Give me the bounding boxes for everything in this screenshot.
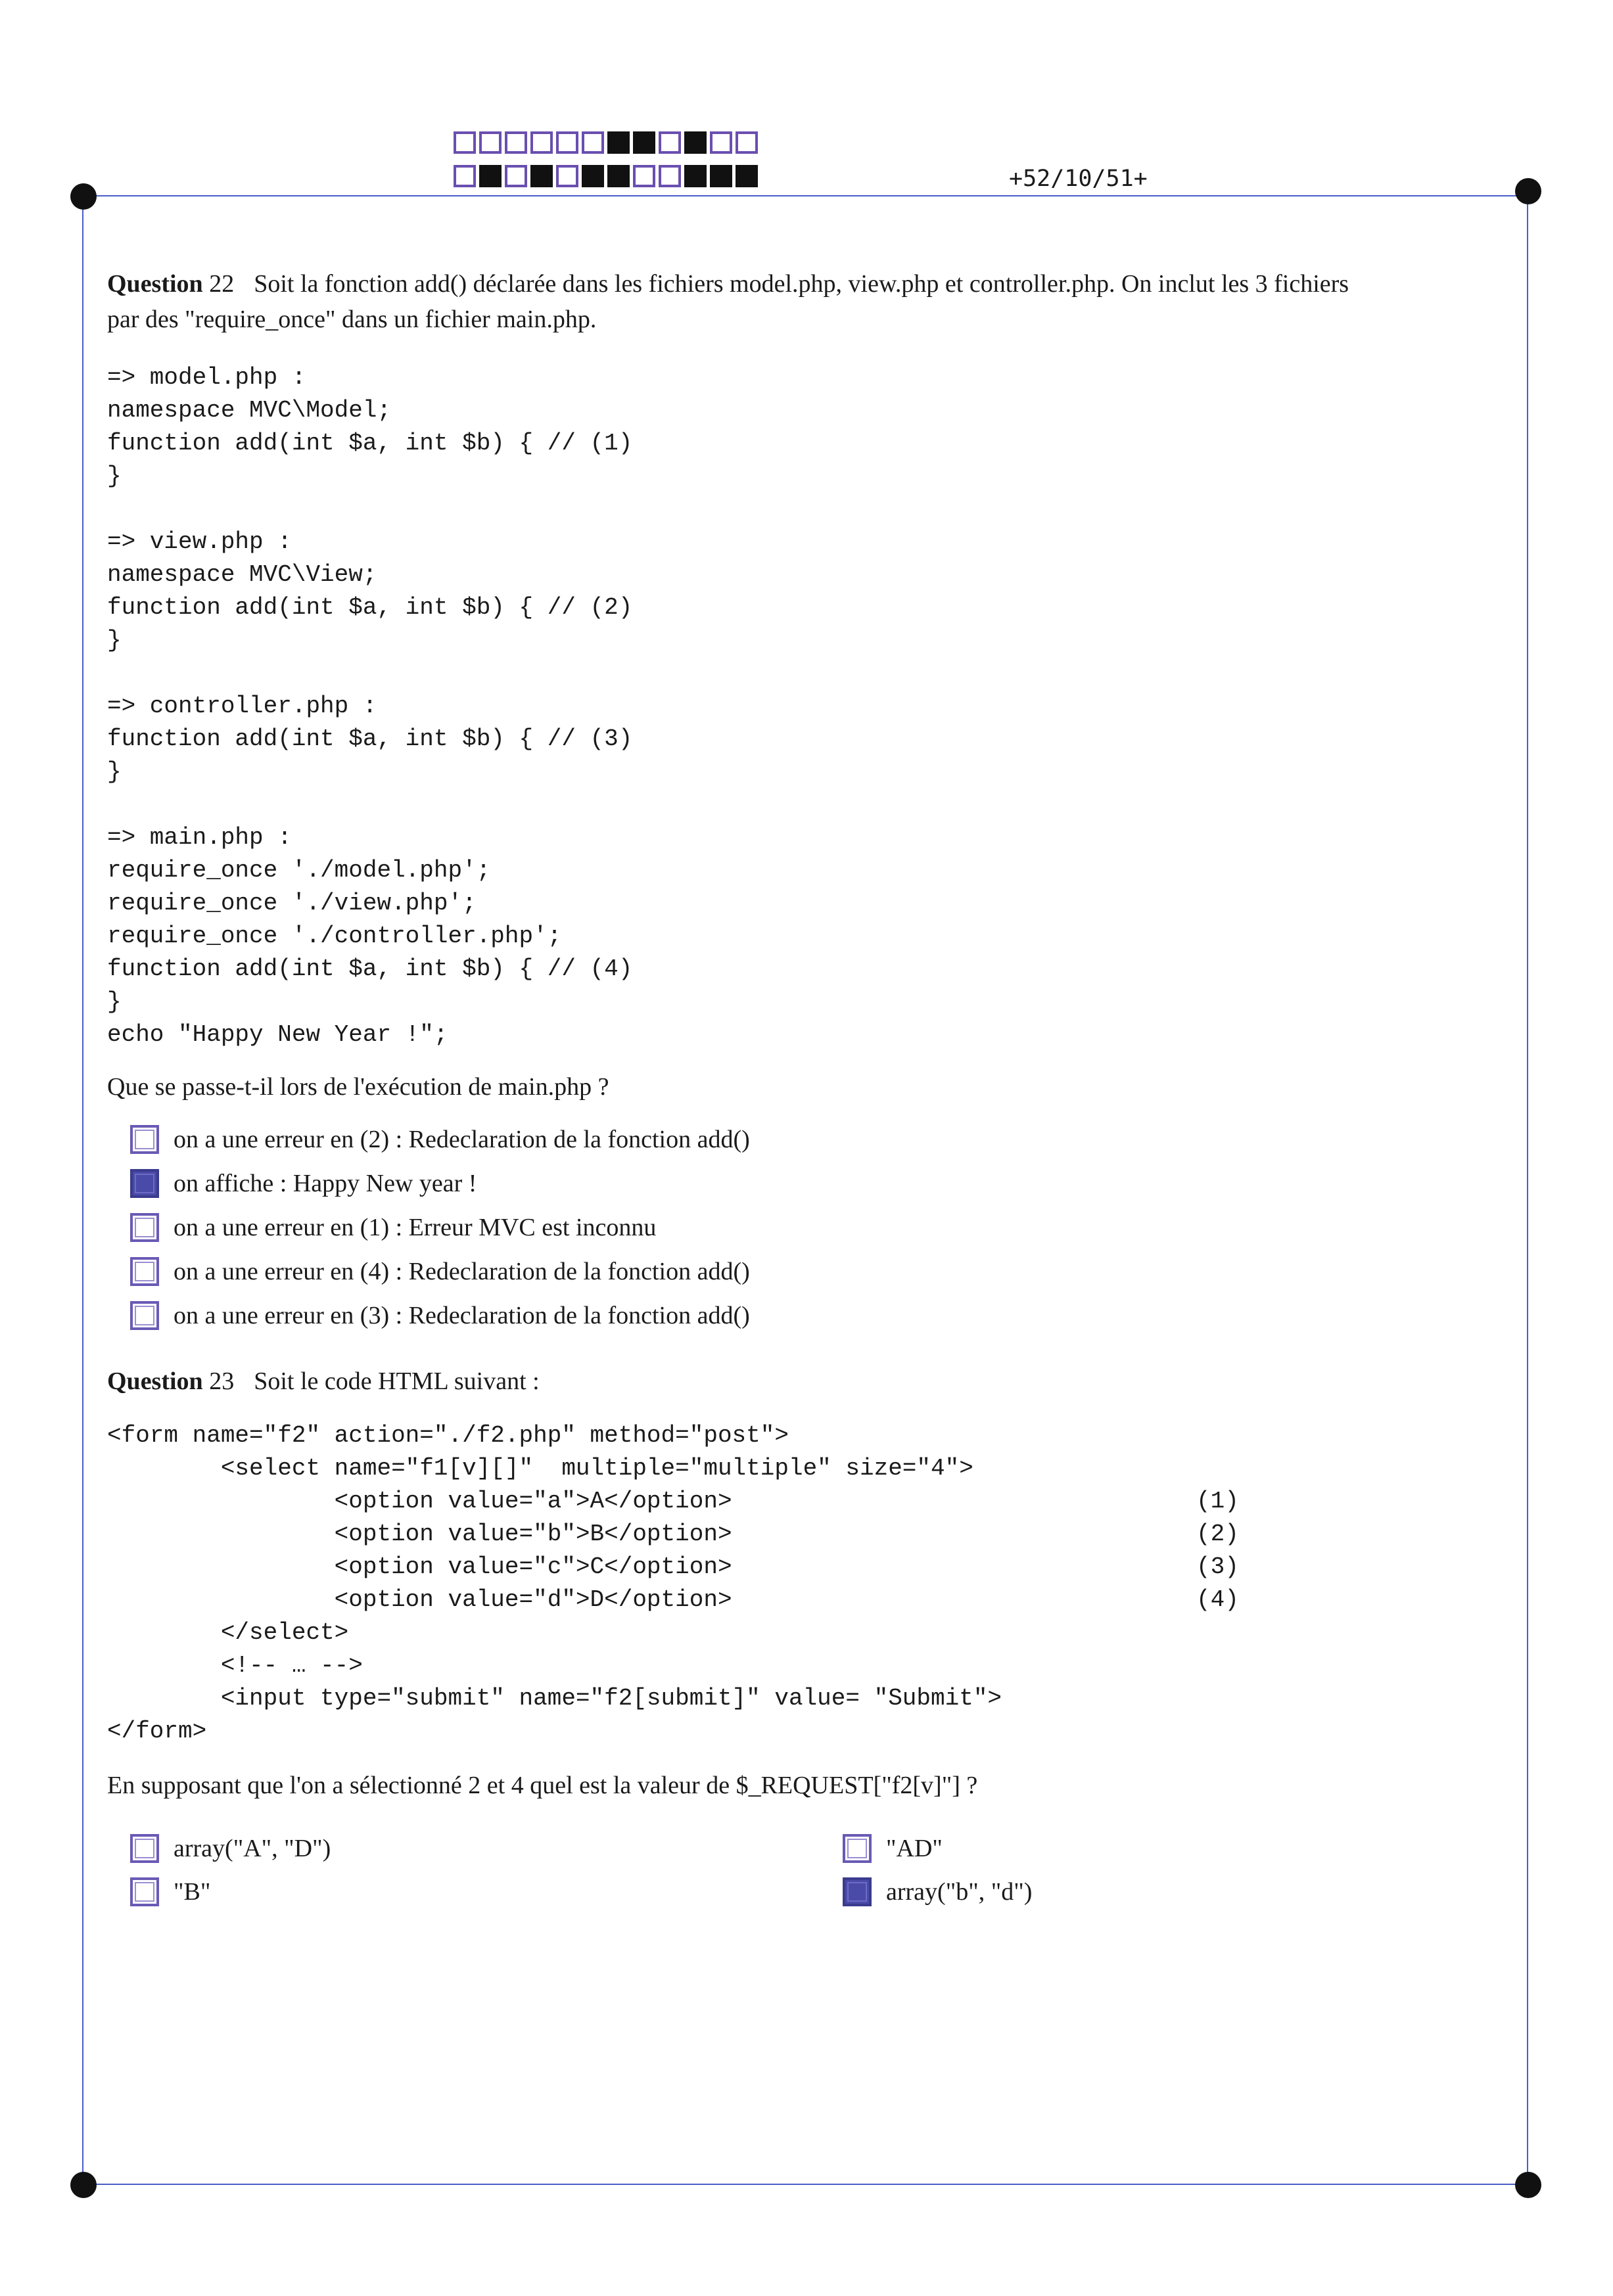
checkbox[interactable] <box>130 1213 159 1242</box>
id-grid-cell <box>556 131 578 154</box>
question-23-line1: Soit le code HTML suivant : <box>254 1367 540 1395</box>
checkbox[interactable] <box>130 1257 159 1286</box>
id-grid-cell <box>633 131 655 154</box>
corner-marker-top-left <box>70 183 97 210</box>
corner-marker-top-right <box>1515 178 1541 204</box>
answer-text: array("b", "d") <box>886 1878 1033 1906</box>
id-grid-cell <box>454 165 476 187</box>
q22-answer-5[interactable] <box>130 1301 750 1330</box>
corner-marker-bottom-left <box>70 2172 97 2198</box>
question-label: Question 23 <box>107 1367 235 1395</box>
answer-text: on a une erreur en (1) : Erreur MVC est inconnu <box>174 1214 657 1241</box>
id-grid-cell <box>530 131 553 154</box>
id-grid-cell <box>736 165 758 187</box>
id-grid-cell <box>479 165 502 187</box>
id-grid-cell <box>530 165 553 187</box>
answer-text: "AD" <box>886 1835 943 1862</box>
id-grid-cell <box>633 165 655 187</box>
line-number-4: (4) <box>1196 1586 1239 1613</box>
id-grid-cell <box>582 131 604 154</box>
question-22-code: => model.php : namespace MVC\Model; function add(int $a, int $b) { // (1) } => view.php : namespace MVC\View; function add(int $a, int $b) { // (2) } => controller.php : function add(int $a, int $b) { // (3) } => main.php : require_once './model.php'; require_once './view.php'; require_once './controller.php'; function add(int $a, int $b) { // (4) } echo "Happy New Year !"; <box>107 364 633 1048</box>
line-number-3: (3) <box>1196 1553 1239 1580</box>
id-grid-cell <box>684 165 707 187</box>
q22-answer-3[interactable] <box>130 1213 656 1242</box>
question-22-prompt: Que se passe-t-il lors de l'exécution de main.php ? <box>107 1073 609 1101</box>
q23-answer-1[interactable] <box>130 1834 331 1863</box>
question-23-code: <form name="f2" action="./f2.php" method="post"> <select name="f1[v][]" multiple="multiple" size="4"> <option value="a">A</option> <option value="b">B</option> <option value="c">C</option> <option value="d">D</option> </select> <!-- … --> <input type="submit" name="f2[submit]" value= "Submit"> </form> <box>107 1422 1002 1745</box>
q22-answer-1[interactable] <box>130 1125 750 1154</box>
checkbox[interactable] <box>130 1125 159 1154</box>
frame-left-line <box>82 195 83 2185</box>
id-grid-cell <box>710 131 732 154</box>
frame-top-line <box>82 195 1528 196</box>
id-grid-cell <box>607 165 630 187</box>
id-grid-cell <box>659 131 681 154</box>
question-23-text <box>107 1364 1507 1399</box>
answer-text: "B" <box>174 1878 211 1906</box>
question-23-prompt: En supposant que l'on a sélectionné 2 et 4 quel est la valeur de $_REQUEST["f2[v]"] ? <box>107 1772 978 1799</box>
question-22-text <box>107 266 1507 337</box>
frame-bottom-line <box>82 2184 1528 2185</box>
id-grid-cell <box>710 165 732 187</box>
q23-answer-2[interactable] <box>843 1834 943 1863</box>
q22-answer-2[interactable] <box>130 1169 477 1198</box>
question-22-line1: Soit la fonction add() déclarée dans les fichiers model.php, view.php et controller.php. On inclut les 3 fichiers <box>254 270 1349 298</box>
checkbox[interactable] <box>130 1301 159 1330</box>
answer-text: on a une erreur en (4) : Redeclaration de la fonction add() <box>174 1258 750 1285</box>
q23-answer-4[interactable] <box>843 1877 1032 1906</box>
checkbox[interactable] <box>843 1877 872 1906</box>
q22-answer-4[interactable] <box>130 1257 750 1286</box>
checkbox[interactable] <box>843 1834 872 1863</box>
checkbox[interactable] <box>130 1877 159 1906</box>
answer-text: on affiche : Happy New year ! <box>174 1170 477 1197</box>
page-code: +52/10/51+ <box>1009 166 1148 192</box>
q23-answer-3[interactable] <box>130 1877 210 1906</box>
answer-text: on a une erreur en (2) : Redeclaration de la fonction add() <box>174 1126 750 1153</box>
corner-marker-bottom-right <box>1515 2172 1541 2198</box>
id-grid-cell <box>684 131 707 154</box>
checkbox[interactable] <box>130 1834 159 1863</box>
id-grid-cell <box>505 165 527 187</box>
id-grid-cell <box>505 131 527 154</box>
line-number-1: (1) <box>1196 1488 1239 1515</box>
answer-text: on a une erreur en (3) : Redeclaration de la fonction add() <box>174 1302 750 1329</box>
question-label: Question 22 <box>107 270 235 298</box>
id-grid-cell <box>454 131 476 154</box>
id-grid-cell <box>607 131 630 154</box>
answer-text: array("A", "D") <box>174 1835 331 1862</box>
id-grid-row-2 <box>454 165 761 187</box>
id-grid-cell <box>479 131 502 154</box>
id-grid-cell <box>556 165 578 187</box>
id-grid-row-1 <box>454 131 761 154</box>
id-grid-cell <box>582 165 604 187</box>
id-grid-cell <box>659 165 681 187</box>
question-22-line2: par des "require_once" dans un fichier main.php. <box>107 306 597 333</box>
id-grid-cell <box>736 131 758 154</box>
line-number-2: (2) <box>1196 1521 1239 1548</box>
checkbox[interactable] <box>130 1169 159 1198</box>
frame-right-line <box>1527 195 1528 2185</box>
